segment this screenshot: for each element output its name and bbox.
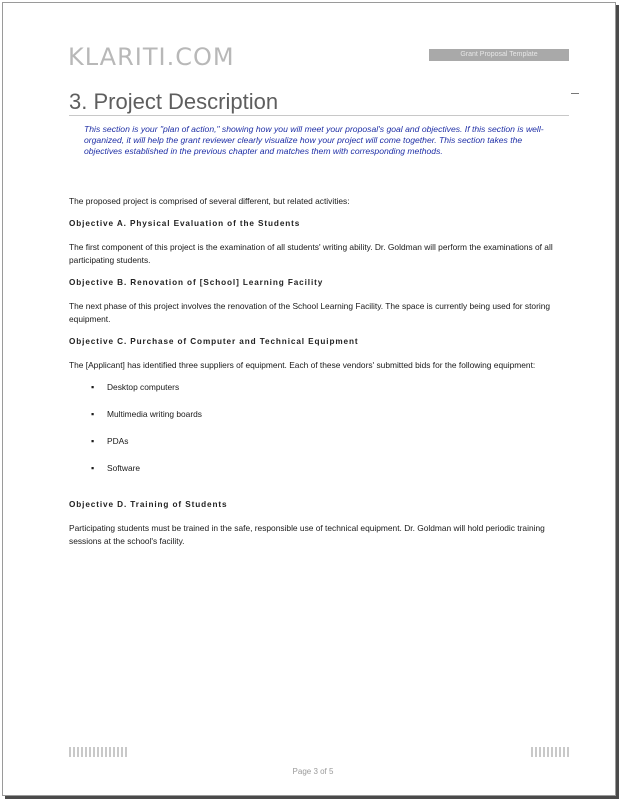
list-item-label: PDAs [107, 436, 129, 446]
objective-d-text: Participating students must be trained in the safe, responsible use of technical equipment. Dr. Goldman will hold periodic training sessions at the school's facility. [69, 523, 545, 546]
lead-paragraph: The proposed project is comprised of several different, but related activities: [69, 196, 350, 206]
title-divider [69, 115, 569, 116]
list-item [69, 462, 559, 489]
bullet-icon: ▪ [91, 382, 95, 392]
objective-b-text: The next phase of this project involves the renovation of the School Learning Facility. The space is currently being used for storing equipment. [69, 301, 551, 324]
objective-a-text: The first component of this project is the examination of all students' writing ability. Dr. Goldman will perform the examinations of all participating students. [69, 242, 553, 265]
equipment-list [69, 381, 559, 489]
objective-a-heading: Objective A. Physical Evaluation of the Students [69, 219, 301, 228]
objective-d-heading: Objective D. Training of Students [69, 500, 228, 509]
list-item-label: Software [107, 463, 141, 473]
intro-paragraph: This section is your "plan of action," showing how you will meet your proposal's goal and objectives. If this section is well-organized, it will help the grant reviewer clearly visualize how your project will come together. This section takes the objectives established in the previous chapter and matches them with corresponding methods. [84, 124, 544, 156]
footer-rule-right [531, 747, 569, 757]
list-item [69, 381, 559, 408]
list-item [69, 408, 559, 435]
section-title: 3. Project Description [69, 89, 279, 114]
list-item [69, 435, 559, 462]
header-label-bar: Grant Proposal Template [429, 49, 569, 61]
objective-c-heading: Objective C. Purchase of Computer and Technical Equipment [69, 337, 359, 346]
footer-rule-left [69, 747, 129, 757]
list-item-label: Desktop computers [107, 382, 180, 392]
page-number: Page 3 of 5 [292, 767, 334, 776]
objective-c-text: The [Applicant] has identified three suppliers of equipment. Each of these vendors' submitted bids for the following equipment: [69, 360, 536, 370]
company-logo: KLARITI.COM [68, 43, 235, 71]
body-content [69, 195, 559, 557]
list-item-label: Multimedia writing boards [107, 409, 202, 419]
bullet-icon: ▪ [91, 463, 95, 473]
objective-b-heading: Objective B. Renovation of [School] Learning Facility [69, 278, 324, 287]
header-divider [571, 93, 579, 94]
bullet-icon: ▪ [91, 436, 95, 446]
bullet-icon: ▪ [91, 409, 95, 419]
document-page [2, 2, 616, 796]
